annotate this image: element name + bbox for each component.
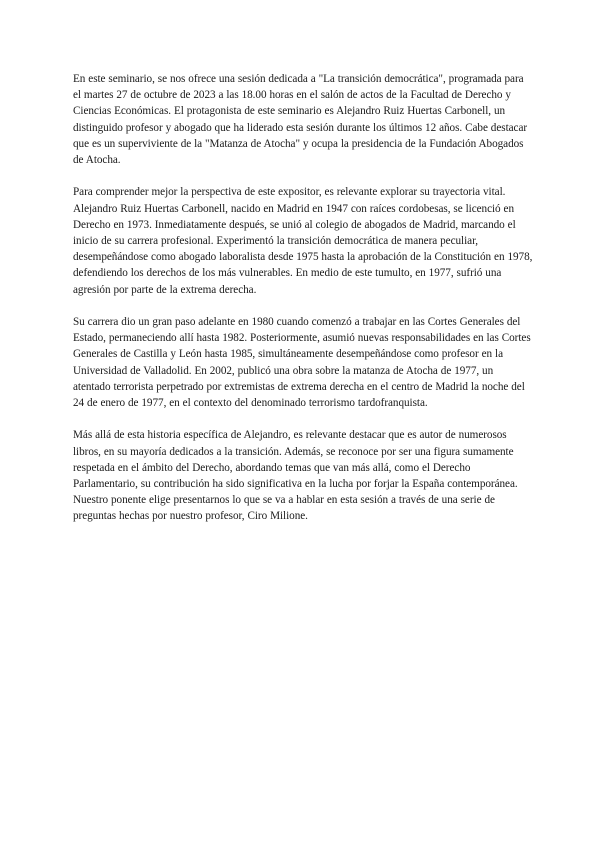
paragraph-closing: Nuestro ponente elige presentarnos lo que se va a hablar en esta sesión a través de una serie de preguntas hechas por nuestro profesor, Ciro Milione. (73, 494, 495, 523)
paragraph-seminar-intro: En este seminario, se nos ofrece una sesión dedicada a "La transición democrática", programada para el martes 27 de octubre de 2023 a las 18.00 horas en el salón de actos de la Facultad de Derecho y Ciencias Económicas. El protagonista de este seminario es Alejandro Ruiz Huertas Carbonell, un distinguido profesor y abogado que ha liderado esta sesión durante los últimos 12 años. Cabe destacar que es un superviviente de la "Matanza de Atocha" y ocupa la presidencia de la Fundación Abogados de Atocha. (73, 73, 528, 167)
paragraph-publications: Más allá de esta historia específica de Alejandro, es relevante destacar que es autor de numerosos libros, en su mayoría dedicados a la transición. Además, se reconoce por ser una figura sumamente respetada en el ámbito del Derecho, abordando temas que van más allá, como el Derecho Parlamentario, su contribución ha sido significativa en la lucha por forjar la España contemporánea. (73, 429, 518, 491)
document-body (73, 71, 533, 525)
paragraph-career: Su carrera dio un gran paso adelante en 1980 cuando comenzó a trabajar en las Cortes Generales del Estado, permaneciendo allí hasta 1982. Posteriormente, asumió nuevas responsabilidades en las Cortes Generales de Castilla y León hasta 1985, simultáneamente desempeñándose como profesor en la Universidad de Valladolid. En 2002, publicó una obra sobre la matanza de Atocha de 1977, un atentado terrorista perpetrado por extremistas de extrema derecha en el centro de Madrid la noche del 24 de enero de 1977, en el contexto del denominado terrorismo tardofranquista. (73, 316, 531, 410)
paragraph-biography: Para comprender mejor la perspectiva de este expositor, es relevante explorar su trayectoria vital. Alejandro Ruiz Huertas Carbonell, nacido en Madrid en 1947 con raíces cordobesas, se licenció en Derecho en 1973. Inmediatamente después, se unió al colegio de abogados de Madrid, marcando el inicio de su carrera profesional. Experimentó la transición democrática de manera peculiar, desempeñándose como abogado laboralista desde 1975 hasta la aprobación de la Constitución en 1978, defendiendo los derechos de los más vulnerables. En medio de este tumulto, en 1977, sufrió una agresión por parte de la extrema derecha. (73, 186, 533, 296)
